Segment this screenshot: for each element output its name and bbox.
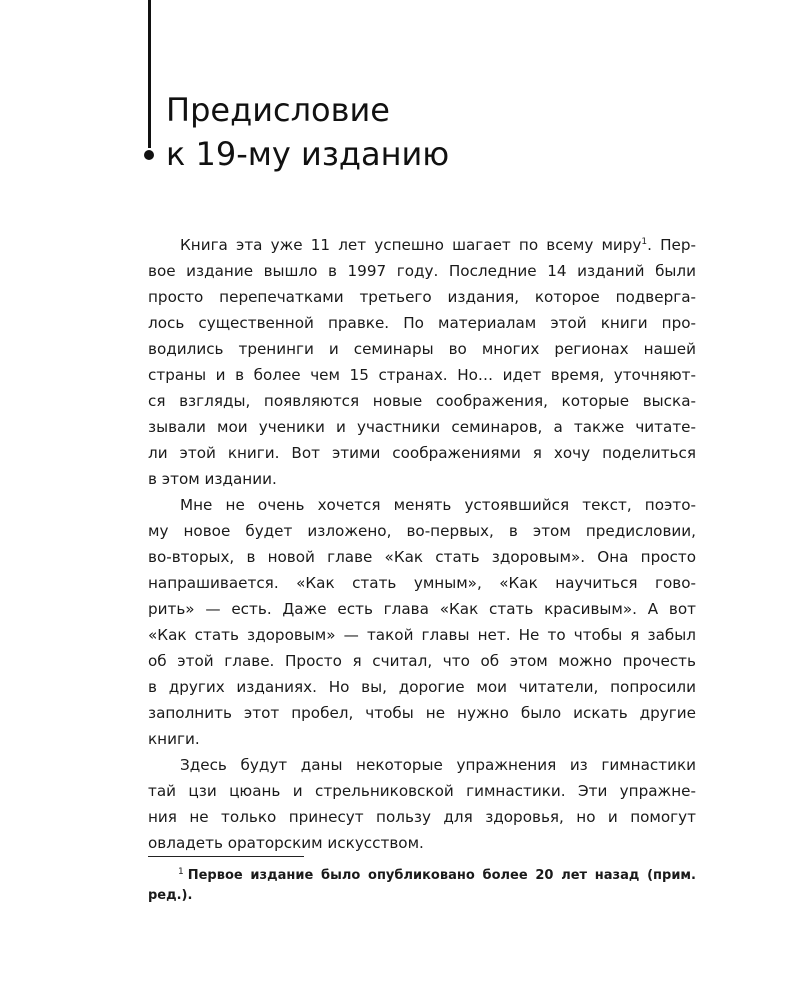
paragraph-line: Здесь будут даны некоторые упражнения из гимнастики: [180, 756, 696, 774]
paragraph-line: страны и в более чем 15 странах. Но… идет время, уточняют-: [148, 366, 696, 384]
footnote: [148, 862, 696, 906]
paragraph-line: рить» — есть. Даже есть глава «Как стать красивым». А вот: [148, 600, 696, 618]
paragraph-line: водились тренинги и семинары во многих регионах нашей: [148, 340, 696, 358]
paragraph-line: ли этой книги. Вот этими соображениями я хочу поделиться: [148, 444, 696, 462]
paragraph-line: Мне не очень хочется менять устоявшийся текст, поэто-: [180, 496, 696, 514]
footnote-line: $^1$ Первое издание было опубликовано более 20 лет назад (прим.: [178, 867, 696, 883]
footnote-separator: [148, 856, 304, 857]
paragraph-line: во-вторых, в новой главе «Как стать здоровым». Она просто: [148, 548, 696, 566]
chapter-accent-dot: [144, 150, 154, 160]
paragraph-3: [148, 752, 696, 856]
paragraph-line: заполнить этот пробел, чтобы не нужно было искать другие: [148, 704, 696, 722]
paragraph-line: му новое будет изложено, во-первых, в этом предисловии,: [148, 522, 696, 540]
chapter-body: [148, 232, 696, 856]
chapter-accent-rule: [148, 0, 151, 148]
footnote-number: 1: [178, 867, 184, 877]
paragraph-line: вое издание вышло в 1997 году. Последние 14 изданий были: [148, 262, 696, 280]
paragraph-2: [148, 492, 696, 752]
paragraph-1: [148, 232, 696, 492]
paragraph-line: ния не только принесут пользу для здоровья, но и помогут: [148, 808, 696, 826]
chapter-title-line-2: к 19-му изданию: [166, 135, 450, 173]
paragraph-line: об этой главе. Просто я считал, что об этом можно прочесть: [148, 652, 696, 670]
paragraph-line: книги.: [148, 730, 200, 748]
chapter-title-line-1: Предисловие: [166, 91, 390, 129]
chapter-title: [166, 88, 449, 176]
paragraph-line: ся взгляды, появляются новые соображения, которые выска-: [148, 392, 696, 410]
paragraph-line: овладеть ораторским искусством.: [148, 834, 424, 852]
paragraph-line: напрашивается. «Как стать умным», «Как научиться гово-: [148, 574, 696, 592]
paragraph-line: в других изданиях. Но вы, дорогие мои читатели, попросили: [148, 678, 696, 696]
paragraph-line: просто перепечатками третьего издания, которое подверга-: [148, 288, 696, 306]
paragraph-line: «Как стать здоровым» — такой главы нет. Не то чтобы я забыл: [148, 626, 696, 644]
paragraph-line: тай цзи цюань и стрельниковской гимнастики. Эти упражне-: [148, 782, 696, 800]
paragraph-line: в этом издании.: [148, 470, 277, 488]
paragraph-line: Книга эта уже 11 лет успешно шагает по всему миру$^1$. Пер-: [180, 236, 696, 254]
paragraph-line: зывали мои ученики и участники семинаров, а также читате-: [148, 418, 696, 436]
footnote-line: ред.).: [148, 888, 193, 903]
footnote-ref[interactable]: 1: [641, 237, 648, 247]
paragraph-line: лось существенной правке. По материалам этой книги про-: [148, 314, 696, 332]
